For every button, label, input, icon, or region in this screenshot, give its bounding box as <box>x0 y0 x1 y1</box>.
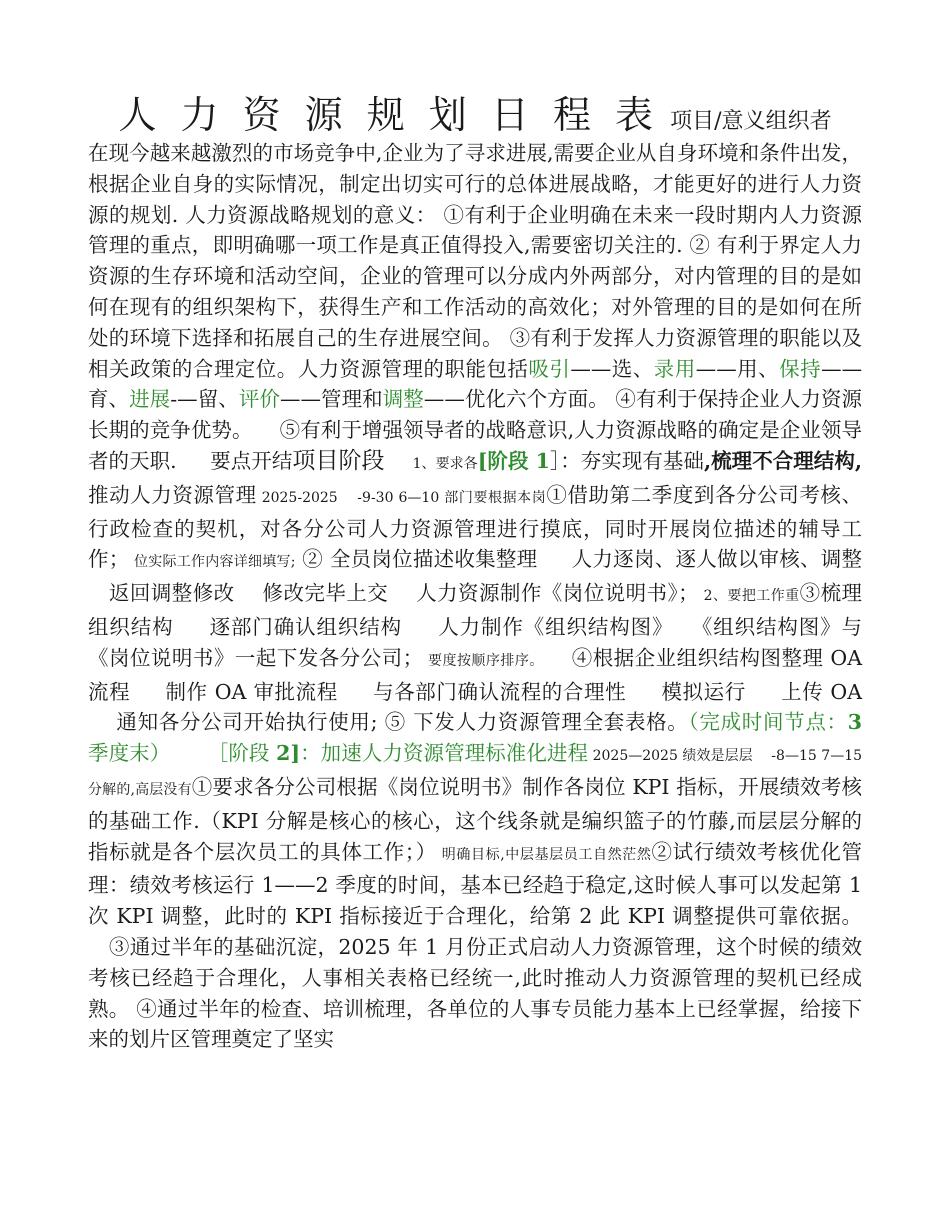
keyword-adjust: 调整 <box>382 387 424 412</box>
text-fragment: ——育、 <box>88 356 863 412</box>
title-subtitle: 项目/意义 <box>670 109 766 134</box>
body-paragraph: ①借助第二季度到各分公司考核、行政检查的契机，对各分公司人力资源管理进行摸底，同时开展岗位描述的辅导工作； <box>88 482 863 572</box>
stage-heading: 项目阶段 <box>292 447 385 474</box>
body-paragraph: ③梳理组织结构 逐部门确认组织结构 人力制作《组织结构图》 《组织结构图》与《岗位说明书》一起下发各分公司； <box>88 581 863 670</box>
time-node-number: 3 <box>847 710 862 735</box>
document-title: 人 力 资 源 规 划 日 程 表 <box>118 93 660 137</box>
title-organizer: 组织者 <box>765 109 832 134</box>
keyword-attract: 吸引 <box>528 356 571 381</box>
intro-text: 在现今越来越激烈的市场竞争中,企业为了寻求进展,需要企业从自身环境和条件出发，根据企业自身的实际情况，制定出切实可行的总体进展战略，才能更好的进行人力资源的规划. 人力资源战略规划的意义： ①有利于企业明确在未来一段时期内人力资源管理的重点，即明确哪一项工作是真正值得投入,需要密切关注的. ② 有利于界定人力资源的生存环境和活动空间，企业的管理可以分成内外两部分，对内管理的目的是如何在现有的组织架构下，获得生产和工作活动的高效化；对外管理的目的是如何在所处的环境下选择和拓展自己的生存进展空间。 ③有利于发挥人力资源管理的职能以及相关政策的合理定位。人力资源管理的职能包括 <box>88 141 862 381</box>
keyword-evaluate: 评价 <box>238 387 280 412</box>
text-fragment: ——用、 <box>695 356 780 381</box>
stage-1-bold: ,梳理不合理结构, <box>703 448 862 473</box>
time-node-close: 季度末） <box>88 741 171 766</box>
text-fragment: ——选、 <box>570 356 654 381</box>
stage-2-title: ：加速人力资源管理标准化进程 <box>300 741 589 766</box>
stage-1-label: [阶段 1 <box>477 448 550 473</box>
small-note: 明确目标,中层基层员工自然茫然 <box>436 846 652 863</box>
keyword-retain: 保持 <box>779 356 822 381</box>
stage-1-title: 推动人力资源管理 <box>88 482 257 507</box>
body-text <box>88 138 862 1055</box>
text-fragment: ——优化六个方面。 ④有利于保持企业人力资源长期的竞争优势。 ⑤有利于增强领导者的战略意识,人力资源战略的确定是企业领导者的天职. 要点开结 <box>88 387 863 473</box>
body-paragraph: ②试行绩效考核优化管理：绩效考核运行 1——2 季度的时间，基本已经趋于稳定,这时候人事可以发起第 1 次 KPI 调整，此时的 KPI 指标接近于合理化，给第 2 此 KPI 调整提供可靠依据。 ③通过半年的基础沉淀，2025 年 1 月份正式启动人力资源管理，这个时候的绩效考核已经趋于合理化，人事相关表格已经统一,此时推动人力资源管理的契机已经成熟。 ④通过半年的检查、培训梳理，各单位的人事专员能力基本上已经掌握，给接下来的划片区管理奠定了坚实 <box>88 839 863 1052</box>
body-paragraph: ② 全员岗位描述收集整理 人力逐岗、逐人做以审核、调整 返回调整修改 修改完毕上交 人力资源制作《岗位说明书》； <box>88 547 863 606</box>
text-fragment: -—留、 <box>170 387 239 412</box>
small-note: 要度按顺序排序。 <box>423 652 544 669</box>
body-paragraph: ④根据企业组织结构图整理 OA 流程 制作 OA 审批流程 与各部门确认流程的合理性 模拟运行 上传 OA 通知各分公司开始执行使用; ⑤ 下发人力资源管理全套表格。 <box>88 645 862 735</box>
keyword-hire: 录用 <box>653 356 696 381</box>
stage-2-dates: 2025—2025 绩效是层层 -8—15 7—15 分解的,高层没有 <box>88 748 863 798</box>
stage-2-label: ［阶段 <box>170 741 277 766</box>
text-fragment: ——管理和 <box>279 387 383 412</box>
requirement-note: 1、要求各 <box>384 455 478 472</box>
small-note: 位实际工作内容详细填写; <box>129 554 296 571</box>
time-node-open: （完成时间节点： <box>688 710 848 735</box>
document-page <box>88 92 862 1055</box>
small-note: 2、要把工作重 <box>698 588 800 605</box>
stage-1-bracket: ］：夯实现有基础 <box>549 448 704 473</box>
keyword-develop: 进展 <box>129 387 171 412</box>
stage-2-number: 2] <box>276 741 301 766</box>
title-row <box>88 92 862 138</box>
body-paragraph: ①要求各分公司根据《岗位说明书》制作各岗位 KPI 指标，开展绩效考核的基础工作.（KPI 分解是核心的核心，这个线条就是编织篮子的竹藤,而层层分解的指标就是各个层次员工的具体工作；） <box>88 774 862 864</box>
stage-1-dates: 2025-2025 -9-30 6—10 部门要根据本岗 <box>256 489 547 506</box>
